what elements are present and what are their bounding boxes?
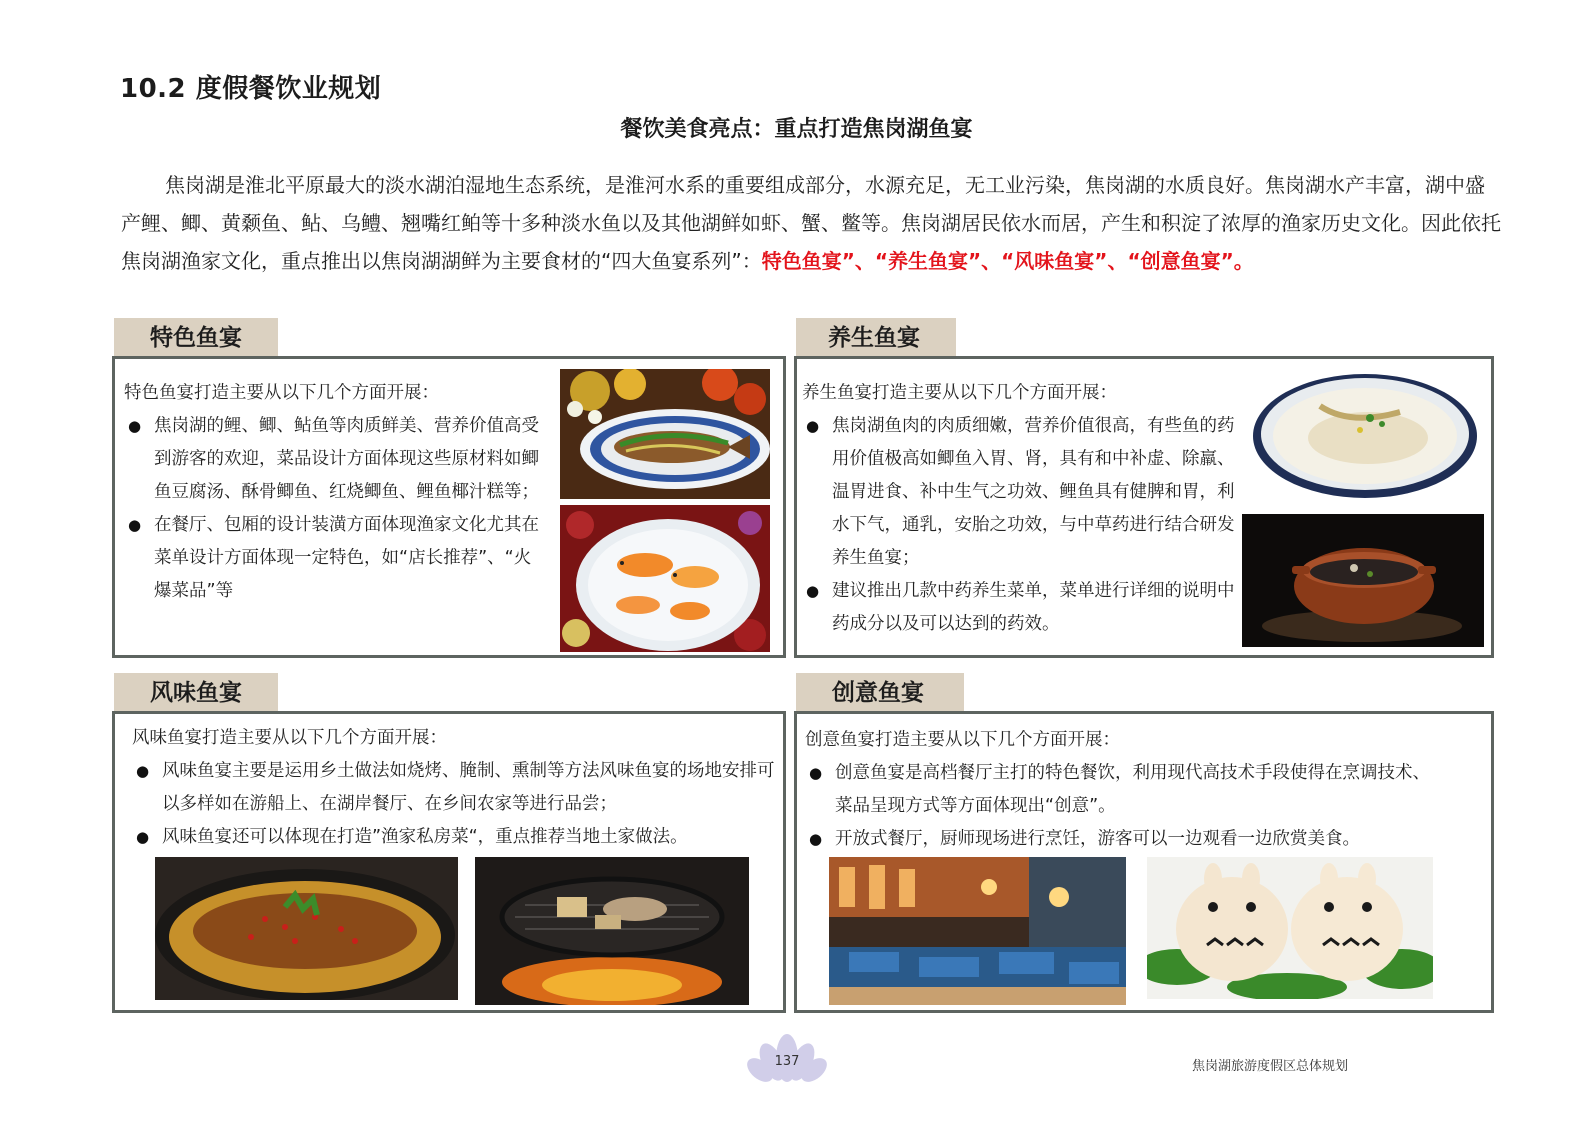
photo-steamed-fish	[560, 369, 770, 499]
list-item: ● 风味鱼宴主要是运用乡土做法如烧烤、腌制、熏制等方法风味鱼宴的场地安排可以多样如在游船上、在湖岸餐厅、在乡间农家等进行品尝；	[132, 755, 780, 821]
tab-tese: 特色鱼宴	[114, 318, 278, 358]
panel-tese-lead: 特色鱼宴打造主要从以下几个方面开展：	[124, 383, 439, 403]
intro-text: 焦岗湖是淮北平原最大的淡水湖泊湿地生态系统，是淮河水系的重要组成部分，水源充足，无工业污染，焦岗湖的水质良好。焦岗湖水产丰富，湖中盛产鲤、鲫、黄颡鱼、鲇、乌鳢、翘嘴红鲌等十多种淡水鱼以及其他湖鲜如虾、蟹、鳖等。焦岗湖居民依水而居，产生和积淀了浓厚的渔家历史文化。因此依托焦岗湖渔家文化，重点推出以焦岗湖湖鲜为主要食材的“四大鱼宴系列”：	[121, 173, 1501, 273]
photo-carrot-fish	[560, 505, 770, 652]
list-item: ● 建议推出几款中药养生菜单，菜单进行详细的说明中药成分以及可以达到的药效。	[802, 575, 1242, 641]
photo-charcoal-grill	[475, 857, 749, 1005]
bullet-icon: ●	[128, 516, 142, 534]
panel-yangsheng-text	[802, 377, 1242, 641]
bullet-icon: ●	[136, 828, 150, 846]
list-item: ● 在餐厅、包厢的设计装潢方面体现渔家文化尤其在菜单设计方面体现一定特色，如“店长推荐”、“火爆菜品”等	[124, 509, 544, 608]
bullet-icon: ●	[136, 762, 150, 780]
list-item: ● 风味鱼宴还可以体现在打造”渔家私房菜“，重点推荐当地土家做法。	[132, 821, 780, 854]
panel-fengwei-text	[132, 722, 780, 854]
bullet-icon: ●	[809, 830, 823, 848]
page-subtitle: 餐饮美食亮点：重点打造焦岗湖鱼宴	[620, 117, 973, 142]
tab-yangsheng: 养生鱼宴	[796, 318, 956, 358]
footer-document-title: 焦岗湖旅游度假区总体规划	[1192, 1059, 1349, 1074]
panel-tese-text	[124, 377, 544, 608]
bullet-icon: ●	[806, 417, 820, 435]
list-item: ● 焦岗湖鱼肉的肉质细嫩，营养价值很高，有些鱼的药用价值极高如鲫鱼入胃、肾，具有和中补虚、除羸、温胃进食、补中生气之功效、鲤鱼具有健脾和胃，利水下气，通乳，安胎之功效，与中草药进行结合研发养生鱼宴；	[802, 410, 1242, 575]
photo-restaurant	[829, 857, 1126, 1005]
photo-totoro-buns	[1147, 857, 1433, 999]
section-title: 10.2 度假餐饮业规划	[120, 74, 382, 104]
photo-fish-soup	[1250, 366, 1480, 504]
list-item: ● 焦岗湖的鲤、鲫、鲇鱼等肉质鲜美、营养价值高受到游客的欢迎，菜品设计方面体现这些原材料如鲫鱼豆腐汤、酥骨鲫鱼、红烧鲫鱼、鲤鱼椰汁糕等；	[124, 410, 544, 509]
panel-chuangyi-lead: 创意鱼宴打造主要从以下几个方面开展：	[805, 730, 1120, 750]
tab-chuangyi: 创意鱼宴	[796, 673, 964, 713]
panel-fengwei-lead: 风味鱼宴打造主要从以下几个方面开展：	[132, 728, 447, 748]
list-item: ● 创意鱼宴是高档餐厅主打的特色餐饮，利用现代高技术手段使得在烹调技术、菜品呈现方式等方面体现出“创意”。	[805, 757, 1445, 823]
photo-clay-pot	[1242, 514, 1484, 647]
bullet-icon: ●	[809, 764, 823, 782]
photo-grilled-fish	[155, 857, 458, 1000]
panel-yangsheng-lead: 养生鱼宴打造主要从以下几个方面开展：	[802, 383, 1117, 403]
intro-paragraph	[121, 166, 1501, 280]
panel-chuangyi-text	[805, 724, 1445, 856]
bullet-icon: ●	[806, 582, 820, 600]
list-item: ● 开放式餐厅，厨师现场进行烹饪，游客可以一边观看一边欣赏美食。	[805, 823, 1445, 856]
bullet-icon: ●	[128, 417, 142, 435]
page-number: 137	[774, 1054, 800, 1069]
tab-fengwei: 风味鱼宴	[114, 673, 278, 713]
intro-highlight: 特色鱼宴”、“养生鱼宴”、“风味鱼宴”、“创意鱼宴”。	[761, 249, 1254, 273]
